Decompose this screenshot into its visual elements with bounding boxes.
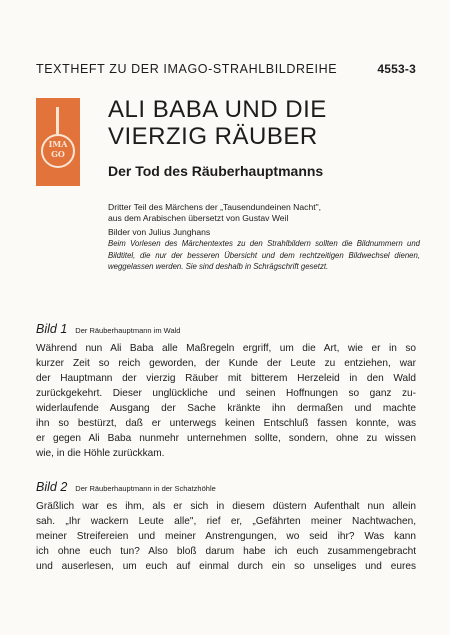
section-caption: Der Räuberhauptmann in der Schatzhöhle xyxy=(75,484,216,493)
section-text-2 xyxy=(36,499,416,574)
title-line-2: VIERZIG RÄUBER xyxy=(108,123,318,150)
text-line: widerlaufende Ausgang der Sache kränkte ihn dermaßen und machte xyxy=(36,403,416,414)
section-text-1 xyxy=(36,341,416,461)
section-number: Bild 1 xyxy=(36,322,68,336)
credit-line-1: Dritter Teil des Märchens der „Tausendundeinen Nacht", xyxy=(108,202,322,212)
text-line: sah. „Ihr wackern Leute alle", rief er, „Gefährten meiner Nachtwachen, xyxy=(36,516,416,527)
title-line-1: ALI BABA UND DIE xyxy=(108,96,327,123)
text-line: meiner Streifereien und meiner Anstrengungen, wo seid ihr? Was kann xyxy=(36,531,416,542)
section-caption: Der Räuberhauptmann im Wald xyxy=(75,326,181,335)
text-line: Während nun Ali Baba alle Maßregeln ergriff, um die Art, wie er in so xyxy=(36,343,416,354)
text-line: er gegen Ali Baba nunmehr unternehmen sollte, sondern, ohne zu wissen xyxy=(36,433,416,444)
logo-bar-icon xyxy=(56,107,59,134)
credit-line-2: aus dem Arabischen übersetzt von Gustav Weil xyxy=(108,213,289,223)
text-line: kurzer Zeit so reich geworden, der Kunde der Leute zu entziehen, war xyxy=(36,358,416,369)
reading-note: Beim Vorlesen des Märchentextes zu den Strahlbildern sollten die Bildnummern und Bildtitel, die nur der besseren Übersicht und dem rechtzeitigen Bildwechsel dienen, weggelassen werden. Sie sind deshalb in Schrägschrift gesetzt. xyxy=(108,239,420,271)
text-line: ich ohne euch tun? Also bloß darum habe ich euch zusammengebracht xyxy=(36,546,416,557)
imago-logo xyxy=(36,98,80,186)
text-line: der Hauptmann der vierzig Räuber mit bitterem Herzeleid in den Wald xyxy=(36,373,416,384)
section-number: Bild 2 xyxy=(36,480,68,494)
booklet-number: 4553-3 xyxy=(377,62,416,76)
section-heading-1 xyxy=(36,320,180,338)
logo-text-top: IMA xyxy=(48,139,68,149)
text-line: Gräßlich war es ihm, als er sich in diesem düstern Aufenthalt nun allein xyxy=(36,501,416,512)
text-line: zurückgekehrt. Dieser unglückliche und seinen Hoffnungen so ganz zu- xyxy=(36,388,416,399)
text-line: ihn so bestürzt, daß er unterwegs keinen Entschluß fassen konnte, was xyxy=(36,418,416,429)
page-title xyxy=(108,96,428,150)
illustrator-credit: Bilder von Julius Junghans xyxy=(108,227,211,237)
logo-text-bottom: GO xyxy=(51,149,65,159)
text-line: und auserlesen, um euch auf einmal durch ein so unseliges und eures xyxy=(36,561,416,572)
series-title: TEXTHEFT ZU DER IMAGO-STRAHLBILDREIHE xyxy=(36,62,338,76)
subtitle: Der Tod des Räuberhauptmanns xyxy=(108,163,324,179)
section-heading-2 xyxy=(36,478,216,496)
text-line: wie, in die Höhle zurückkam. xyxy=(36,448,165,459)
